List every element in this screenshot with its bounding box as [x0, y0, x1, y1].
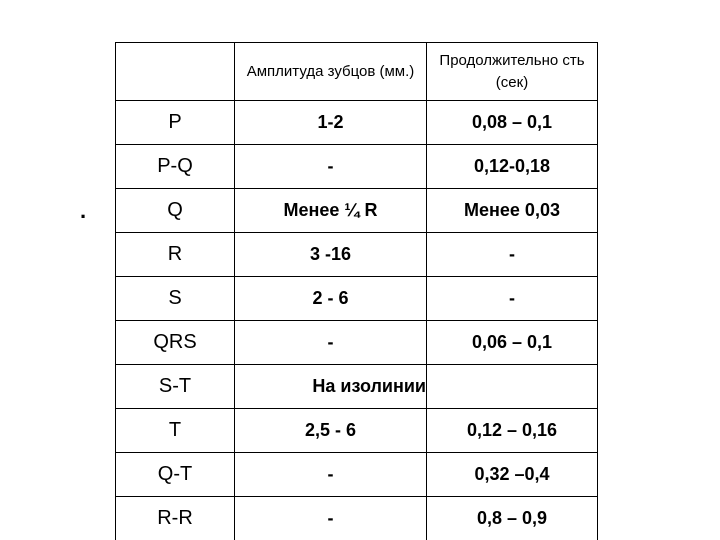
wave-name-cell: S: [116, 277, 235, 321]
amplitude-cell: 2 - 6: [235, 277, 427, 321]
wave-name-cell: P: [116, 101, 235, 145]
ecg-norms-table: [115, 42, 598, 540]
amplitude-cell: На изолинии: [235, 365, 427, 409]
duration-cell: 0,12-0,18: [427, 145, 598, 189]
wave-name-cell: P-Q: [116, 145, 235, 189]
amplitude-cell: Менее ¼ R: [235, 189, 427, 233]
table-row: [116, 277, 598, 321]
amplitude-cell: -: [235, 497, 427, 540]
table-row: [116, 409, 598, 453]
amplitude-cell: 2,5 - 6: [235, 409, 427, 453]
table-row: [116, 233, 598, 277]
table-row: [116, 365, 598, 409]
duration-cell: -: [427, 277, 598, 321]
table-row: [116, 321, 598, 365]
amplitude-cell: 3 -16: [235, 233, 427, 277]
duration-cell: 0,8 – 0,9: [427, 497, 598, 540]
amplitude-cell: 1-2: [235, 101, 427, 145]
wave-name-cell: T: [116, 409, 235, 453]
duration-cell: Менее 0,03: [427, 189, 598, 233]
table-row: [116, 497, 598, 540]
duration-cell: 0,32 –0,4: [427, 453, 598, 497]
header-amplitude: Амплитуда зубцов (мм.): [235, 43, 427, 101]
wave-name-cell: R: [116, 233, 235, 277]
bullet-marker: .: [80, 198, 87, 223]
amplitude-cell: -: [235, 145, 427, 189]
table-header-row: [116, 43, 598, 101]
duration-cell: [427, 365, 598, 409]
wave-name-cell: Q: [116, 189, 235, 233]
table-row: [116, 189, 598, 233]
amplitude-cell: -: [235, 453, 427, 497]
duration-cell: 0,06 – 0,1: [427, 321, 598, 365]
wave-name-cell: Q-T: [116, 453, 235, 497]
wave-name-cell: QRS: [116, 321, 235, 365]
amplitude-cell: -: [235, 321, 427, 365]
wave-name-cell: R-R: [116, 497, 235, 540]
table-row: [116, 145, 598, 189]
table-row: [116, 101, 598, 145]
header-duration: Продолжительно сть (сек): [427, 43, 598, 101]
table-row: [116, 453, 598, 497]
header-wave: [116, 43, 235, 101]
wave-name-cell: S-T: [116, 365, 235, 409]
duration-cell: -: [427, 233, 598, 277]
duration-cell: 0,08 – 0,1: [427, 101, 598, 145]
duration-cell: 0,12 – 0,16: [427, 409, 598, 453]
